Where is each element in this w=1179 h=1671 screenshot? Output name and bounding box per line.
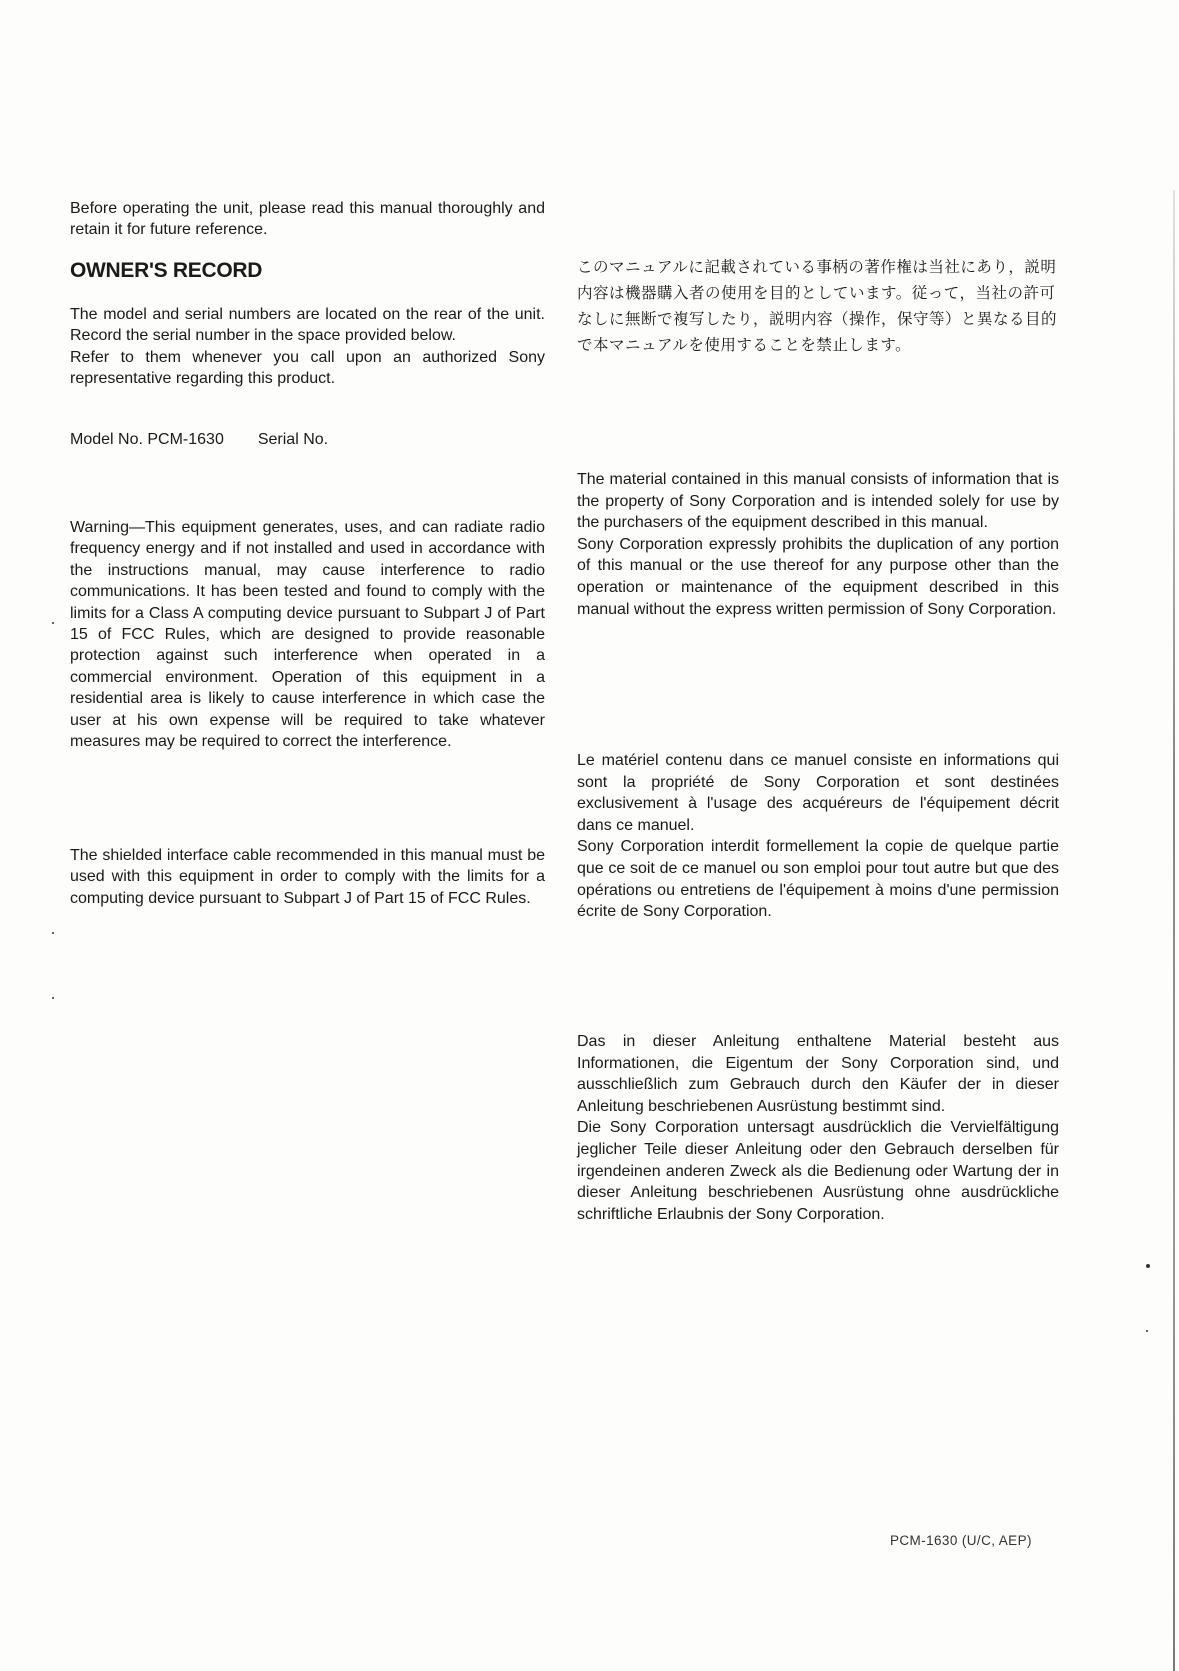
french-copyright-notice xyxy=(577,750,1059,923)
english-notice-paragraph-2: Sony Corporation expressly prohibits the duplication of any portion of this manual or the use thereof for any purpose other than the operation or maintenance of the equipment described in this manual without the express written permission of Sony Corporation. xyxy=(577,535,1059,618)
fcc-warning-text: Warning—This equipment generates, uses, and can radiate radio frequency energy and if not installed and used in accordance with the instructions manual, may cause interference to radio communications. It has been tested and found to comply with the limits for a Class A computing device pursuant to Subpart J of Part 15 of FCC Rules, which are designed to provide reasonable protection against such interference when operated in a commercial environment. Operation of this equipment in a residential area is likely to cause interference in which case the user at his own expense will be required to take whatever measures may be required to correct the interference. xyxy=(70,519,545,751)
scan-speck xyxy=(52,997,54,999)
model-serial-line xyxy=(70,429,328,450)
german-copyright-notice xyxy=(577,1031,1059,1225)
serial-number-label: Serial No. xyxy=(257,431,329,448)
german-notice-paragraph-1: Das in dieser Anleitung enthaltene Material besteht aus Informationen, die Eigentum der Sony Corporation sind, und ausschließlich zum Gebrauch durch den Käufer der in dieser Anleitung beschriebenen Ausrüstung bestimmt sind. xyxy=(577,1033,1059,1115)
owners-record-heading: OWNER'S RECORD xyxy=(70,259,263,282)
model-number-label: Model No. PCM-1630 xyxy=(70,431,224,448)
english-copyright-notice xyxy=(577,469,1059,620)
scan-speck xyxy=(52,622,54,624)
french-notice-paragraph-2: Sony Corporation interdit formellement la copie de quelque partie que ce soit de ce manuel ou son emploi pour tout autre but que des opérations ou entretiens de l'équipement à moins d'une permission écrite de Sony Corporation. xyxy=(577,838,1059,921)
scan-speck xyxy=(52,932,54,934)
german-notice-paragraph-2: Die Sony Corporation untersagt ausdrücklich die Vervielfältigung jeglicher Teile dieser Anleitung oder den Gebrauch derselben für irgendeinen anderen Zweck als die Bedienung oder Wartung der in dieser Anleitung beschriebenen Ausrüstung ohne ausdrückliche schriftliche Erlaubnis der Sony Corporation. xyxy=(577,1119,1059,1223)
owners-record-body xyxy=(70,304,545,389)
japanese-copyright-notice xyxy=(577,254,1059,358)
fcc-warning xyxy=(70,517,545,752)
intro-paragraph xyxy=(70,198,545,241)
english-notice-paragraph-1: The material contained in this manual consists of information that is the property of Sony Corporation and is intended solely for use by the purchasers of the equipment described in this manual. xyxy=(577,471,1059,532)
scan-speck xyxy=(1146,1264,1150,1268)
shielded-cable-text: The shielded interface cable recommended in this manual must be used with this equipment in order to comply with the limits for a computing device pursuant to Subpart J of Part 15 of FCC Rules. xyxy=(70,847,545,907)
scan-speck xyxy=(1146,1330,1148,1332)
owners-record-paragraph-2: Refer to them whenever you call upon an authorized Sony representative regarding this product. xyxy=(70,348,545,387)
japanese-notice-text: このマニュアルに記載されている事柄の著作権は当社にあり，説明内容は機器購入者の使用を目的としています。従って，当社の許可なしに無断で複写したり，説明内容（操作，保守等）と異なる目的で本マニュアルを使用することを禁止します。 xyxy=(577,258,1058,354)
owners-record-paragraph-1: The model and serial numbers are located on the rear of the unit. Record the serial number in the space provided below. xyxy=(70,306,545,345)
french-notice-paragraph-1: Le matériel contenu dans ce manuel consiste en informations qui sont la propriété de Sony Corporation et sont destinées exclusivement à l'usage des acquéreurs de l'équipement décrit dans ce manuel. xyxy=(577,752,1059,834)
intro-text: Before operating the unit, please read this manual thoroughly and retain it for future reference. xyxy=(70,200,545,239)
page-footer-model: PCM-1630 (U/C, AEP) xyxy=(890,1533,1032,1548)
scan-edge-artifact xyxy=(1173,190,1175,1671)
shielded-cable-notice xyxy=(70,845,545,909)
